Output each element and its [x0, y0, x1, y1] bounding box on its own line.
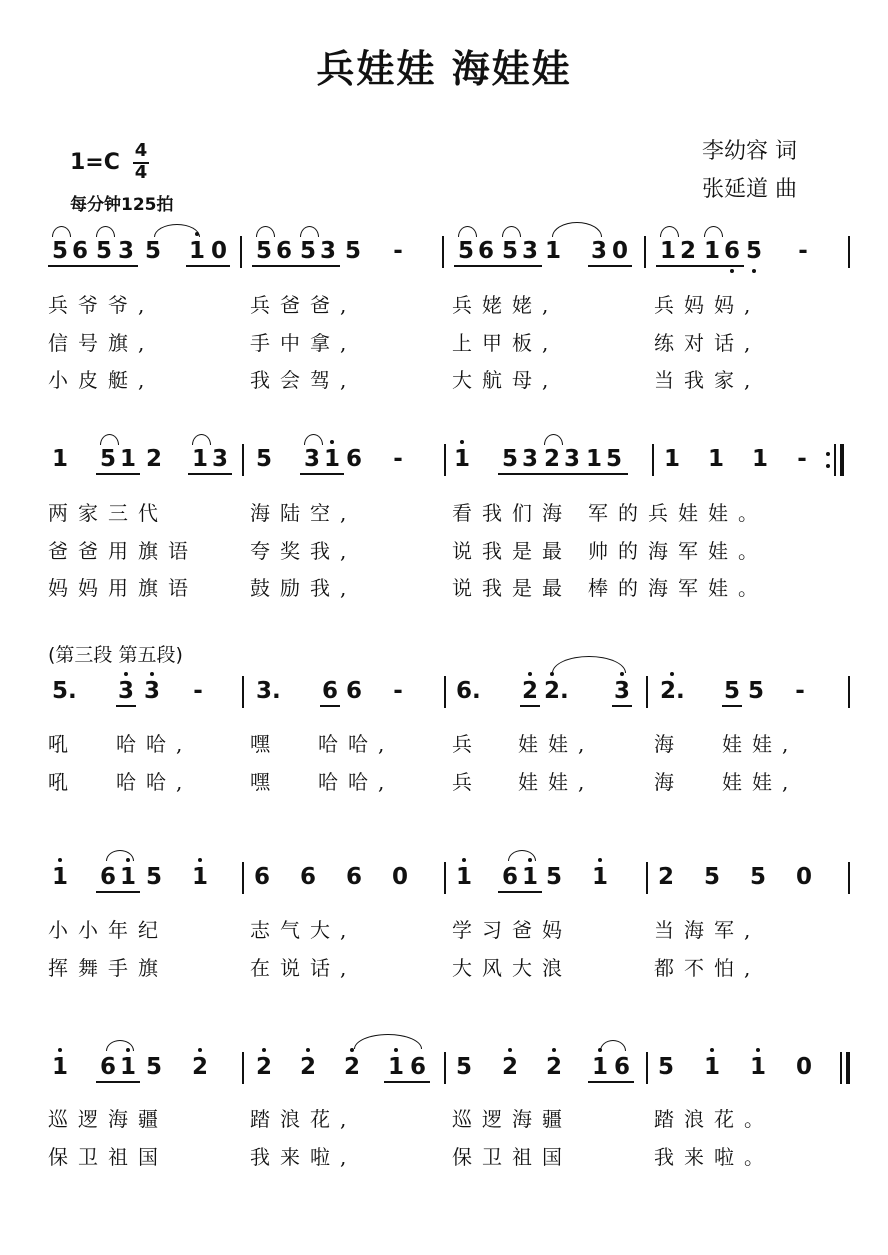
note: 1 [663, 446, 680, 472]
lyric: 哈 哈 , [318, 732, 385, 756]
slur [300, 226, 319, 237]
note: 2. [544, 678, 569, 704]
note: 3 [613, 678, 630, 704]
note: 0 [795, 864, 812, 890]
underline [700, 265, 744, 267]
note: 2 [501, 1054, 518, 1080]
lyric: 大 风 大 浪 [452, 956, 562, 980]
note: 2 [145, 446, 162, 472]
octave-dot-high [462, 858, 466, 862]
octave-dot-high [598, 858, 602, 862]
note: 2 [679, 238, 696, 264]
note: 2 [543, 446, 560, 472]
lyric: 海 [654, 770, 674, 794]
note: 0 [210, 238, 227, 264]
underline [384, 1081, 430, 1083]
lyric: 保 卫 祖 国 [48, 1145, 158, 1169]
tempo-marking: 每分钟125拍 [70, 195, 174, 215]
time-signature-top: 4 [134, 140, 148, 161]
octave-dot-high [198, 858, 202, 862]
lyric-line [48, 289, 856, 317]
note: 1 [119, 864, 136, 890]
note: 1 [544, 238, 561, 264]
lyric: 我 来 啦 , [250, 1145, 347, 1169]
final-barline [846, 1052, 850, 1084]
lyric-line [48, 497, 856, 525]
slur [52, 226, 71, 237]
underline [48, 265, 92, 267]
underline [722, 705, 742, 707]
lyric: 信 号 旗 , [48, 331, 145, 355]
slur [508, 850, 536, 861]
key-signature: 1=C [70, 150, 120, 175]
note: 1 [453, 446, 470, 472]
barline [848, 862, 850, 894]
note: 2 [545, 1054, 562, 1080]
lyric: 小 小 年 纪 [48, 918, 158, 942]
note: 6 [275, 238, 292, 264]
note: - [193, 678, 203, 704]
octave-dot-low [730, 269, 734, 273]
lyric: 巡 逻 海 疆 [48, 1107, 158, 1131]
underline [588, 1081, 634, 1083]
lyric: 踏 浪 花 , [250, 1107, 347, 1131]
lyric: 保 卫 祖 国 [452, 1145, 562, 1169]
octave-dot-high [150, 672, 154, 676]
notation-system-3 [48, 676, 856, 728]
lyric: 我 来 啦 。 [654, 1145, 764, 1169]
lyric-line [48, 572, 856, 600]
slur [502, 226, 521, 237]
octave-dot-low [752, 269, 756, 273]
slur [552, 222, 602, 237]
underline [656, 265, 700, 267]
note: 3 [521, 446, 538, 472]
lyric: 兵 [452, 770, 472, 794]
lyric: 看 我 们 海 [452, 501, 562, 525]
lyric: 在 说 话 , [250, 956, 347, 980]
note: 3 [143, 678, 160, 704]
note: 5 [144, 238, 161, 264]
note: 5 [299, 238, 316, 264]
note: 1 [751, 446, 768, 472]
lyric: 踏 浪 花 。 [654, 1107, 764, 1131]
note: - [797, 446, 807, 472]
lyric: 吼 [48, 770, 68, 794]
lyric: 兵 姥 姥 , [452, 293, 549, 317]
note: 2 [343, 1054, 360, 1080]
note: 1 [591, 1054, 608, 1080]
lyric: 兵 爸 爸 , [250, 293, 347, 317]
note: 1 [707, 446, 724, 472]
underline [96, 473, 140, 475]
octave-dot-high [58, 1048, 62, 1052]
note: 5 [145, 1054, 162, 1080]
slur [544, 434, 563, 445]
lyric: 学 习 爸 妈 [452, 918, 562, 942]
lyric: 说 我 是 最 [452, 576, 562, 600]
note: 5 [703, 864, 720, 890]
lyric: 嘿 [250, 770, 270, 794]
note: 6 [345, 864, 362, 890]
note: 6 [477, 238, 494, 264]
note: 6 [613, 1054, 630, 1080]
composer-credit: 张延道 曲 [702, 177, 797, 202]
octave-dot-high [330, 440, 334, 444]
note: 5 [95, 238, 112, 264]
barline [444, 676, 446, 708]
barline [848, 676, 850, 708]
note: 1 [51, 446, 68, 472]
notation-system-5 [48, 1052, 856, 1104]
note: - [393, 446, 403, 472]
barline [840, 1052, 842, 1084]
lyric-line [48, 364, 856, 392]
lyric-line [48, 952, 856, 980]
underline [296, 265, 340, 267]
lyric: 两 家 三 代 [48, 501, 158, 525]
note: 6 [71, 238, 88, 264]
lyric: 大 航 母 , [452, 368, 549, 392]
note: 1 [387, 1054, 404, 1080]
section-note: (第三段 第五段) [48, 644, 183, 666]
octave-dot-high [198, 1048, 202, 1052]
lyric: 小 皮 艇 , [48, 368, 145, 392]
underline [96, 1081, 140, 1083]
note: 5 [501, 446, 518, 472]
underline [498, 891, 542, 893]
note: 5 [145, 864, 162, 890]
note: 1 [188, 238, 205, 264]
note: 5 [455, 1054, 472, 1080]
notation-system-4 [48, 862, 856, 914]
underline [320, 705, 340, 707]
barline [442, 236, 444, 268]
lyric-line [48, 766, 856, 794]
octave-dot-high [710, 1048, 714, 1052]
underline [92, 265, 138, 267]
octave-dot-high [460, 440, 464, 444]
lyric: 夸 奖 我 , [250, 539, 347, 563]
underline [498, 473, 542, 475]
note: 1 [51, 864, 68, 890]
note: 0 [391, 864, 408, 890]
note: - [798, 238, 808, 264]
lyric: 娃 娃 , [518, 732, 585, 756]
note: 6. [456, 678, 481, 704]
note: 5. [52, 678, 77, 704]
note: 5 [545, 864, 562, 890]
lyric: 手 中 拿 , [250, 331, 347, 355]
note: 0 [611, 238, 628, 264]
underline [252, 265, 296, 267]
lyric-line [48, 728, 856, 756]
note: 1 [749, 1054, 766, 1080]
lyric: 挥 舞 手 旗 [48, 956, 158, 980]
octave-dot-high [306, 1048, 310, 1052]
note: 1 [191, 446, 208, 472]
note: 5 [749, 864, 766, 890]
lyric: 兵 妈 妈 , [654, 293, 751, 317]
note: 3 [563, 446, 580, 472]
lyric: 哈 哈 , [318, 770, 385, 794]
note: 3 [117, 678, 134, 704]
note: 6 [321, 678, 338, 704]
lyric-line [48, 1141, 856, 1169]
lyric: 棒 的 海 军 娃 。 [588, 576, 758, 600]
notation-system-1 [48, 236, 856, 288]
lyric: 哈 哈 , [116, 770, 183, 794]
underline [612, 705, 632, 707]
lyric: 娃 娃 , [722, 770, 789, 794]
lyric: 兵 爷 爷 , [48, 293, 145, 317]
barline [242, 1052, 244, 1084]
note: 5 [747, 678, 764, 704]
lyric: 爸 爸 用 旗 语 [48, 539, 188, 563]
note: 5 [255, 446, 272, 472]
note: 6 [345, 446, 362, 472]
underline [520, 705, 540, 707]
note: 1 [323, 446, 340, 472]
note: 2 [521, 678, 538, 704]
note: 1 [703, 238, 720, 264]
note: 3. [256, 678, 281, 704]
note: 5 [501, 238, 518, 264]
note: 2. [660, 678, 685, 704]
repeat-end-barline [840, 444, 844, 476]
note: 5 [255, 238, 272, 264]
slur [704, 226, 723, 237]
barline [646, 1052, 648, 1084]
barline [240, 236, 242, 268]
lyric: 海 陆 空 , [250, 501, 347, 525]
slur [192, 434, 211, 445]
note: 1 [51, 1054, 68, 1080]
barline [242, 862, 244, 894]
underline [542, 473, 586, 475]
note: - [795, 678, 805, 704]
slur [354, 1034, 422, 1049]
note: 2 [299, 1054, 316, 1080]
lyric: 当 我 家 , [654, 368, 751, 392]
slur [458, 226, 477, 237]
note: 1 [119, 1054, 136, 1080]
barline [444, 1052, 446, 1084]
note: 1 [455, 864, 472, 890]
lyric-line [48, 327, 856, 355]
underline [188, 473, 232, 475]
lyric: 妈 妈 用 旗 语 [48, 576, 188, 600]
note: 1 [191, 864, 208, 890]
note: 5 [723, 678, 740, 704]
note: 5 [745, 238, 762, 264]
note: 3 [521, 238, 538, 264]
note: 1 [119, 446, 136, 472]
lyric: 我 会 驾 , [250, 368, 347, 392]
barline [444, 862, 446, 894]
note: 3 [303, 446, 320, 472]
note: - [393, 238, 403, 264]
lyric: 都 不 怕 , [654, 956, 751, 980]
slur [106, 850, 134, 861]
octave-dot-high [124, 672, 128, 676]
note: 3 [319, 238, 336, 264]
note: 6 [299, 864, 316, 890]
barline [444, 444, 446, 476]
slur [100, 434, 119, 445]
barline [242, 676, 244, 708]
slur [106, 1040, 134, 1051]
lyric: 娃 娃 , [722, 732, 789, 756]
lyric-line [48, 1103, 856, 1131]
note: 6 [99, 864, 116, 890]
octave-dot-high [262, 1048, 266, 1052]
repeat-dot [826, 452, 830, 456]
underline [454, 265, 498, 267]
underline [96, 891, 140, 893]
note: 2 [191, 1054, 208, 1080]
song-title: 兵娃娃 海娃娃 [316, 46, 572, 91]
underline [300, 473, 344, 475]
note: 3 [211, 446, 228, 472]
lyric: 鼓 励 我 , [250, 576, 347, 600]
lyric: 军 的 兵 娃 娃 。 [588, 501, 758, 525]
note: 6 [409, 1054, 426, 1080]
octave-dot-high [508, 1048, 512, 1052]
barline [652, 444, 654, 476]
underline [116, 705, 136, 707]
lyric: 练 对 话 , [654, 331, 751, 355]
lyric: 帅 的 海 军 娃 。 [588, 539, 758, 563]
lyric: 当 海 军 , [654, 918, 751, 942]
slur [256, 226, 275, 237]
note: 5 [657, 1054, 674, 1080]
lyric: 说 我 是 最 [452, 539, 562, 563]
tie [552, 656, 626, 673]
note: 6 [99, 1054, 116, 1080]
lyric: 娃 娃 , [518, 770, 585, 794]
note: 1 [585, 446, 602, 472]
lyric: 吼 [48, 732, 68, 756]
note: 5 [51, 238, 68, 264]
time-signature-bottom: 4 [134, 162, 148, 183]
barline [646, 676, 648, 708]
note: 2 [657, 864, 674, 890]
lyric: 兵 [452, 732, 472, 756]
barline [834, 444, 836, 476]
note: - [393, 678, 403, 704]
note: 1 [521, 864, 538, 890]
note: 1 [703, 1054, 720, 1080]
note: 6 [723, 238, 740, 264]
note: 5 [344, 238, 361, 264]
octave-dot-high [756, 1048, 760, 1052]
lyric-line [48, 535, 856, 563]
octave-dot-high [528, 672, 532, 676]
lyric: 巡 逻 海 疆 [452, 1107, 562, 1131]
slur [600, 1040, 626, 1051]
lyric: 哈 哈 , [116, 732, 183, 756]
note: 6 [253, 864, 270, 890]
barline [644, 236, 646, 268]
slur [154, 224, 200, 237]
lyric: 志 气 大 , [250, 918, 347, 942]
note: 3 [590, 238, 607, 264]
barline [242, 444, 244, 476]
note: 0 [795, 1054, 812, 1080]
barline [848, 236, 850, 268]
octave-dot-high [552, 1048, 556, 1052]
note: 6 [501, 864, 518, 890]
barline [646, 862, 648, 894]
underline [588, 265, 632, 267]
slur [304, 434, 323, 445]
octave-dot-high [670, 672, 674, 676]
lyricist-credit: 李幼容 词 [702, 139, 797, 164]
note: 3 [117, 238, 134, 264]
underline [186, 265, 230, 267]
lyric-line [48, 914, 856, 942]
underline [498, 265, 542, 267]
note: 1 [591, 864, 608, 890]
note: 5 [605, 446, 622, 472]
note: 1 [659, 238, 676, 264]
lyric: 海 [654, 732, 674, 756]
lyric: 上 甲 板 , [452, 331, 549, 355]
slur [660, 226, 679, 237]
lyric: 嘿 [250, 732, 270, 756]
note: 5 [457, 238, 474, 264]
note: 6 [345, 678, 362, 704]
note: 5 [99, 446, 116, 472]
slur [96, 226, 115, 237]
note: 2 [255, 1054, 272, 1080]
underline [584, 473, 628, 475]
notation-system-2 [48, 444, 856, 496]
octave-dot-high [58, 858, 62, 862]
repeat-dot [826, 464, 830, 468]
